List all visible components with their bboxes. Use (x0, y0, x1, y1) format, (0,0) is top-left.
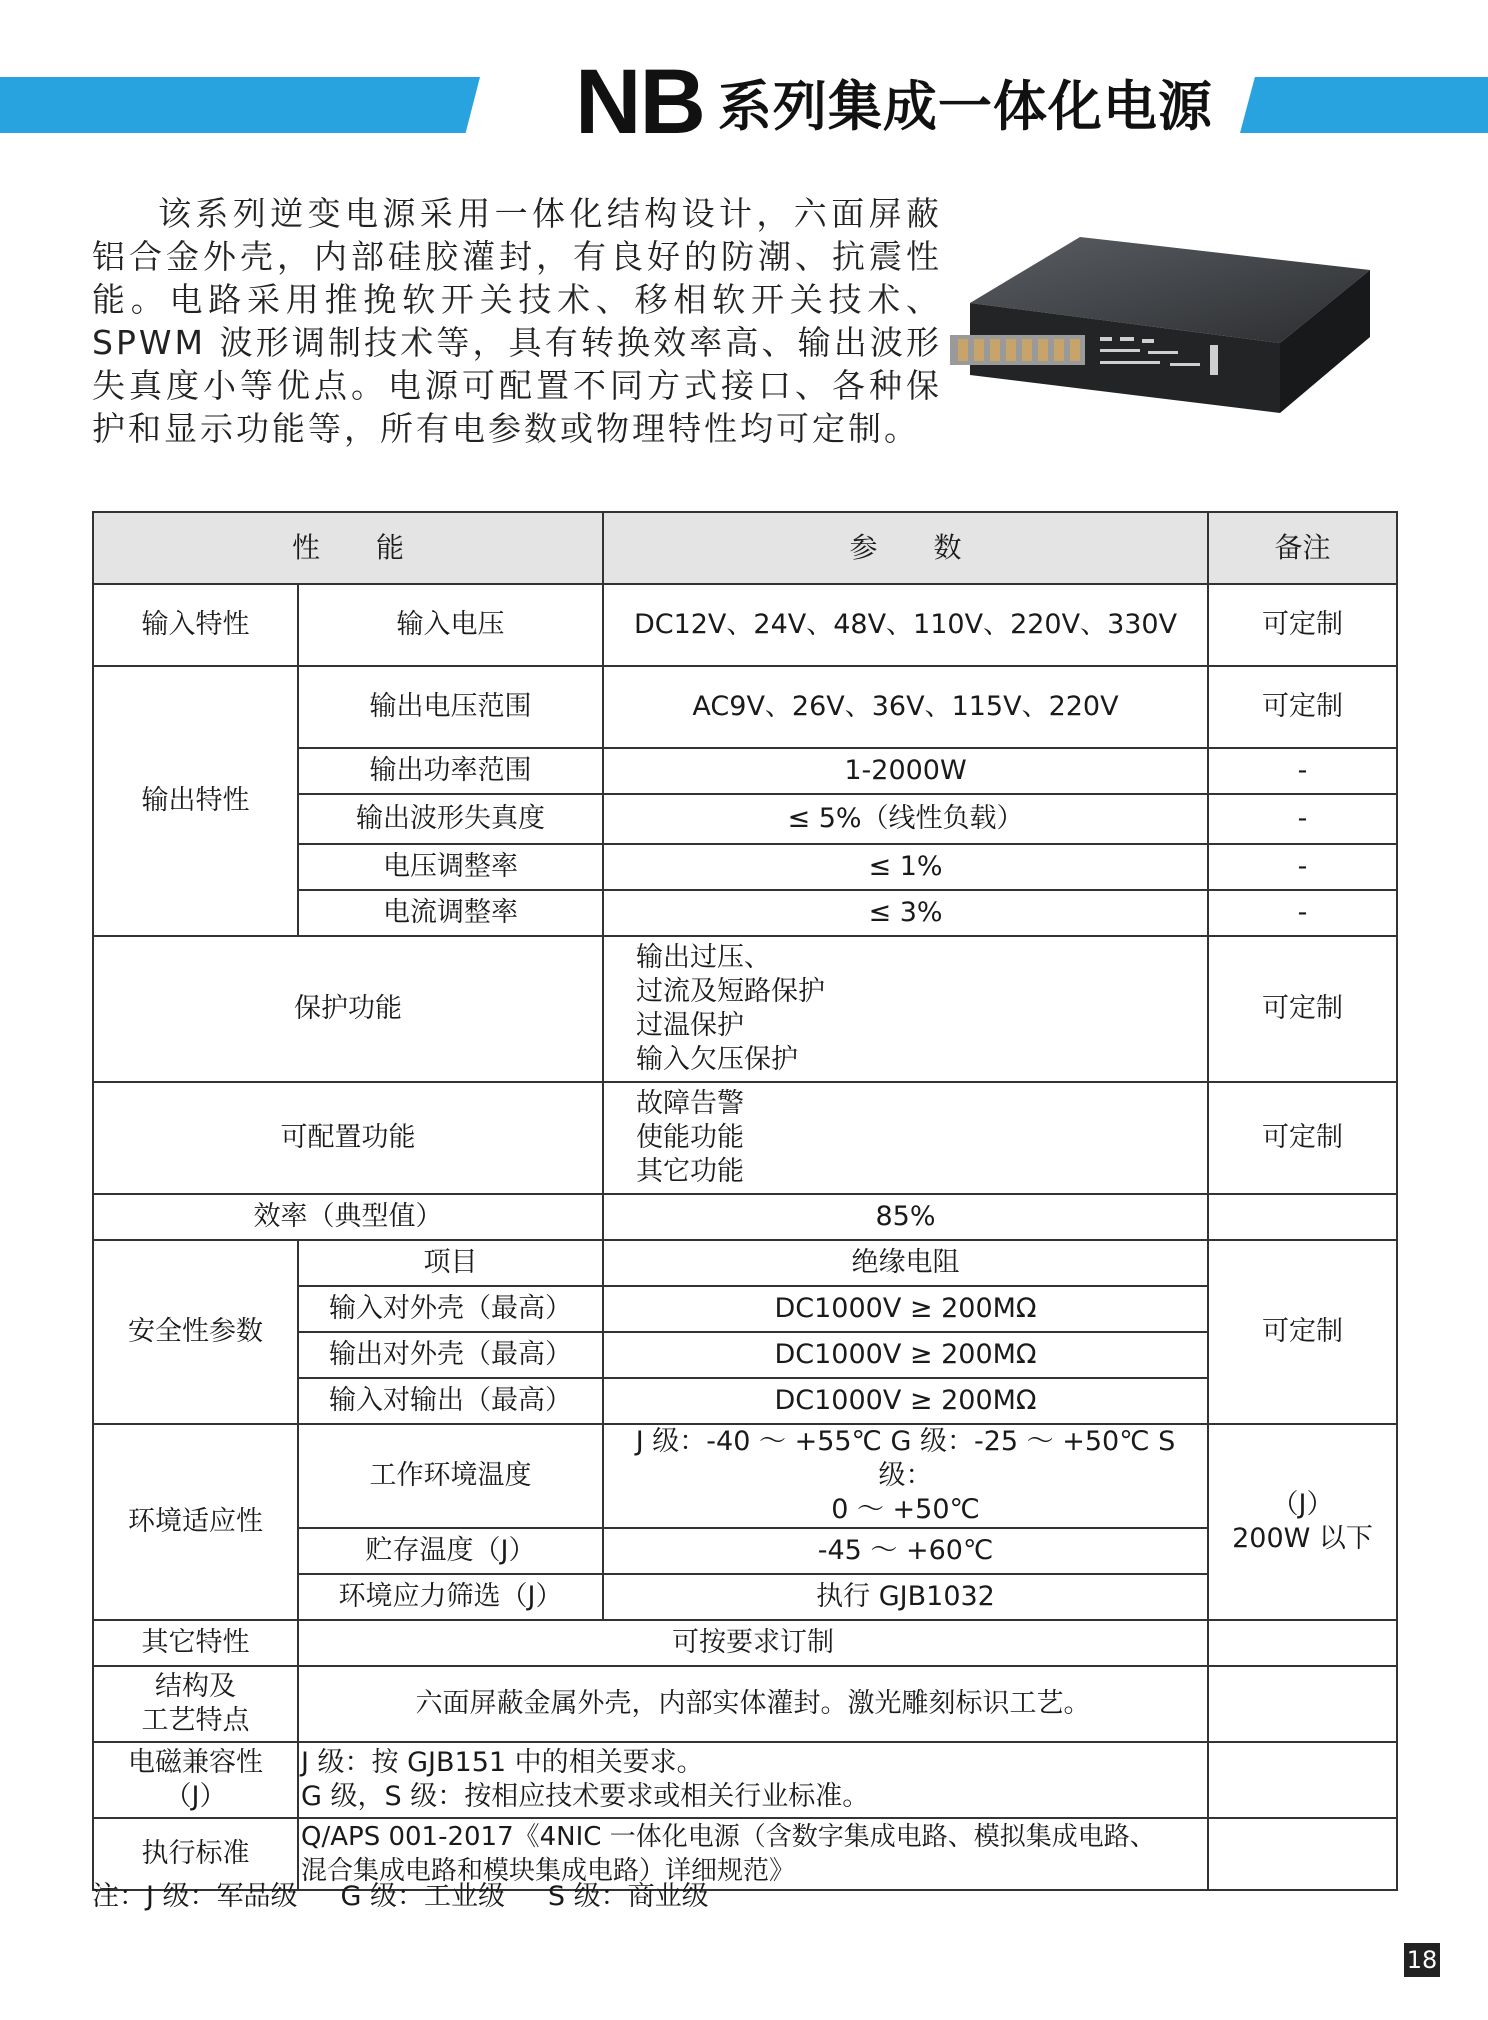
label-line: （J） (164, 1781, 227, 1812)
title-prefix: NB (575, 50, 704, 153)
header-accent-band-left (0, 77, 480, 133)
remark-line: （J） (1271, 1489, 1334, 1520)
row-item: 电流调整率 (298, 890, 603, 936)
row-item: 输出对外壳（最高） (298, 1332, 603, 1378)
row-value: 可按要求订制 (298, 1620, 1208, 1666)
row-group-label: 其它特性 (93, 1620, 298, 1666)
table-row (93, 584, 1397, 666)
row-remark (1208, 1424, 1397, 1620)
value-line: 其它功能 (636, 1156, 745, 1187)
row-value: 执行 GJB1032 (603, 1574, 1208, 1620)
row-item: 输入电压 (298, 584, 603, 666)
table-row (93, 1620, 1397, 1666)
row-value: 六面屏蔽金属外壳，内部实体灌封。激光雕刻标识工艺。 (298, 1666, 1208, 1742)
row-group-label (93, 1742, 298, 1818)
title-main: 系列集成一体化电源 (717, 74, 1213, 138)
product-photo (950, 225, 1370, 435)
row-value: ≤ 1% (603, 844, 1208, 890)
row-item: 输出电压范围 (298, 666, 603, 748)
row-remark: 可定制 (1208, 1240, 1397, 1424)
row-remark: 可定制 (1208, 936, 1397, 1082)
row-value (603, 1424, 1208, 1528)
row-value: 1-2000W (603, 748, 1208, 794)
table-row (93, 1082, 1397, 1194)
value-line: 0 ～ +50℃ (831, 1494, 980, 1525)
table-row (93, 1424, 1397, 1528)
row-group-label: 输出特性 (93, 666, 298, 936)
value-line: J 级：按 GJB151 中的相关要求。 (301, 1747, 704, 1778)
row-group-label: 安全性参数 (93, 1240, 298, 1424)
value-line: G 级，S 级：按相应技术要求或相关行业标准。 (301, 1781, 870, 1812)
row-remark: 可定制 (1208, 584, 1397, 666)
row-item: 输入对输出（最高） (298, 1378, 603, 1424)
value-line: 混合集成电路和模块集成电路）详细规范》 (301, 1856, 796, 1886)
row-group-label: 执行标准 (93, 1818, 298, 1890)
row-group-label (93, 1666, 298, 1742)
row-group-label: 输入特性 (93, 584, 298, 666)
row-value: 绝缘电阻 (603, 1240, 1208, 1286)
row-remark (1208, 1620, 1397, 1666)
row-remark (1208, 1194, 1397, 1240)
row-item: 电压调整率 (298, 844, 603, 890)
row-value: ≤ 3% (603, 890, 1208, 936)
spec-table (92, 511, 1398, 1891)
row-item: 工作环境温度 (298, 1424, 603, 1528)
label-line: 结构及 (155, 1671, 236, 1702)
label-line: 电磁兼容性 (128, 1747, 263, 1778)
row-value-list (603, 936, 1208, 1082)
table-row (93, 1666, 1397, 1742)
page-number: 18 (1404, 1943, 1440, 1977)
row-remark: - (1208, 890, 1397, 936)
row-value: DC1000V ≥ 200MΩ (603, 1332, 1208, 1378)
row-value: DC1000V ≥ 200MΩ (603, 1378, 1208, 1424)
value-line: 故障告警 (636, 1088, 745, 1119)
row-remark (1208, 1666, 1397, 1742)
row-item: 项目 (298, 1240, 603, 1286)
page-title (575, 52, 1213, 152)
header-performance: 性 能 (93, 512, 603, 584)
row-value (298, 1742, 1208, 1818)
row-remark: - (1208, 794, 1397, 844)
table-row (93, 1742, 1397, 1818)
row-value-list (603, 1082, 1208, 1194)
remark-line: 200W 以下 (1232, 1523, 1373, 1554)
row-value: AC9V、26V、36V、115V、220V (603, 666, 1208, 748)
row-group-label: 保护功能 (93, 936, 603, 1082)
table-header-row (93, 512, 1397, 584)
header-accent-band-right (1240, 77, 1488, 133)
row-remark: - (1208, 748, 1397, 794)
label-line: 工艺特点 (141, 1705, 250, 1736)
value-line: 过流及短路保护 (636, 976, 826, 1007)
value-line: 过温保护 (636, 1010, 745, 1041)
value-line: 输出过压、 (636, 942, 772, 973)
row-group-label: 环境适应性 (93, 1424, 298, 1620)
header-parameters: 参 数 (603, 512, 1208, 584)
row-group-label: 可配置功能 (93, 1082, 603, 1194)
value-line: 输入欠压保护 (636, 1044, 799, 1075)
table-row (93, 1240, 1397, 1286)
row-remark (1208, 1818, 1397, 1890)
grade-note: 注：J 级：军品级 G 级：工业级 S 级：商业级 (92, 1881, 709, 1912)
value-line: Q/APS 001-2017《4NIC 一体化电源（含数字集成电路、模拟集成电路、 (301, 1822, 1156, 1852)
row-value: DC12V、24V、48V、110V、220V、330V (603, 584, 1208, 666)
row-value: -45 ～ +60℃ (603, 1528, 1208, 1574)
row-item: 输入对外壳（最高） (298, 1286, 603, 1332)
row-value: DC1000V ≥ 200MΩ (603, 1286, 1208, 1332)
table-row (93, 1194, 1397, 1240)
row-value: 85% (603, 1194, 1208, 1240)
row-group-label: 效率（典型值） (93, 1194, 603, 1240)
value-line: J 级：-40 ～ +55℃ G 级：-25 ～ +50℃ S 级： (635, 1426, 1176, 1491)
row-item: 输出波形失真度 (298, 794, 603, 844)
row-remark: - (1208, 844, 1397, 890)
row-remark: 可定制 (1208, 666, 1397, 748)
table-row (93, 936, 1397, 1082)
row-remark: 可定制 (1208, 1082, 1397, 1194)
value-line: 使能功能 (636, 1122, 745, 1153)
intro-paragraph: 该系列逆变电源采用一体化结构设计，六面屏蔽铝合金外壳，内部硅胶灌封，有良好的防潮、抗震性能。电路采用推挽软开关技术、移相软开关技术、SPWM 波形调制技术等，具有转换效率高、输出波形失真度小等优点。电源可配置不同方式接口、各种保护和显示功能等，所有电参数或物理特性均可定制。 (92, 194, 942, 448)
header-remarks: 备注 (1208, 512, 1397, 584)
row-item: 贮存温度（J） (298, 1528, 603, 1574)
row-item: 输出功率范围 (298, 748, 603, 794)
row-remark (1208, 1742, 1397, 1818)
table-row (93, 666, 1397, 748)
row-item: 环境应力筛选（J） (298, 1574, 603, 1620)
row-value: ≤ 5%（线性负载） (603, 794, 1208, 844)
